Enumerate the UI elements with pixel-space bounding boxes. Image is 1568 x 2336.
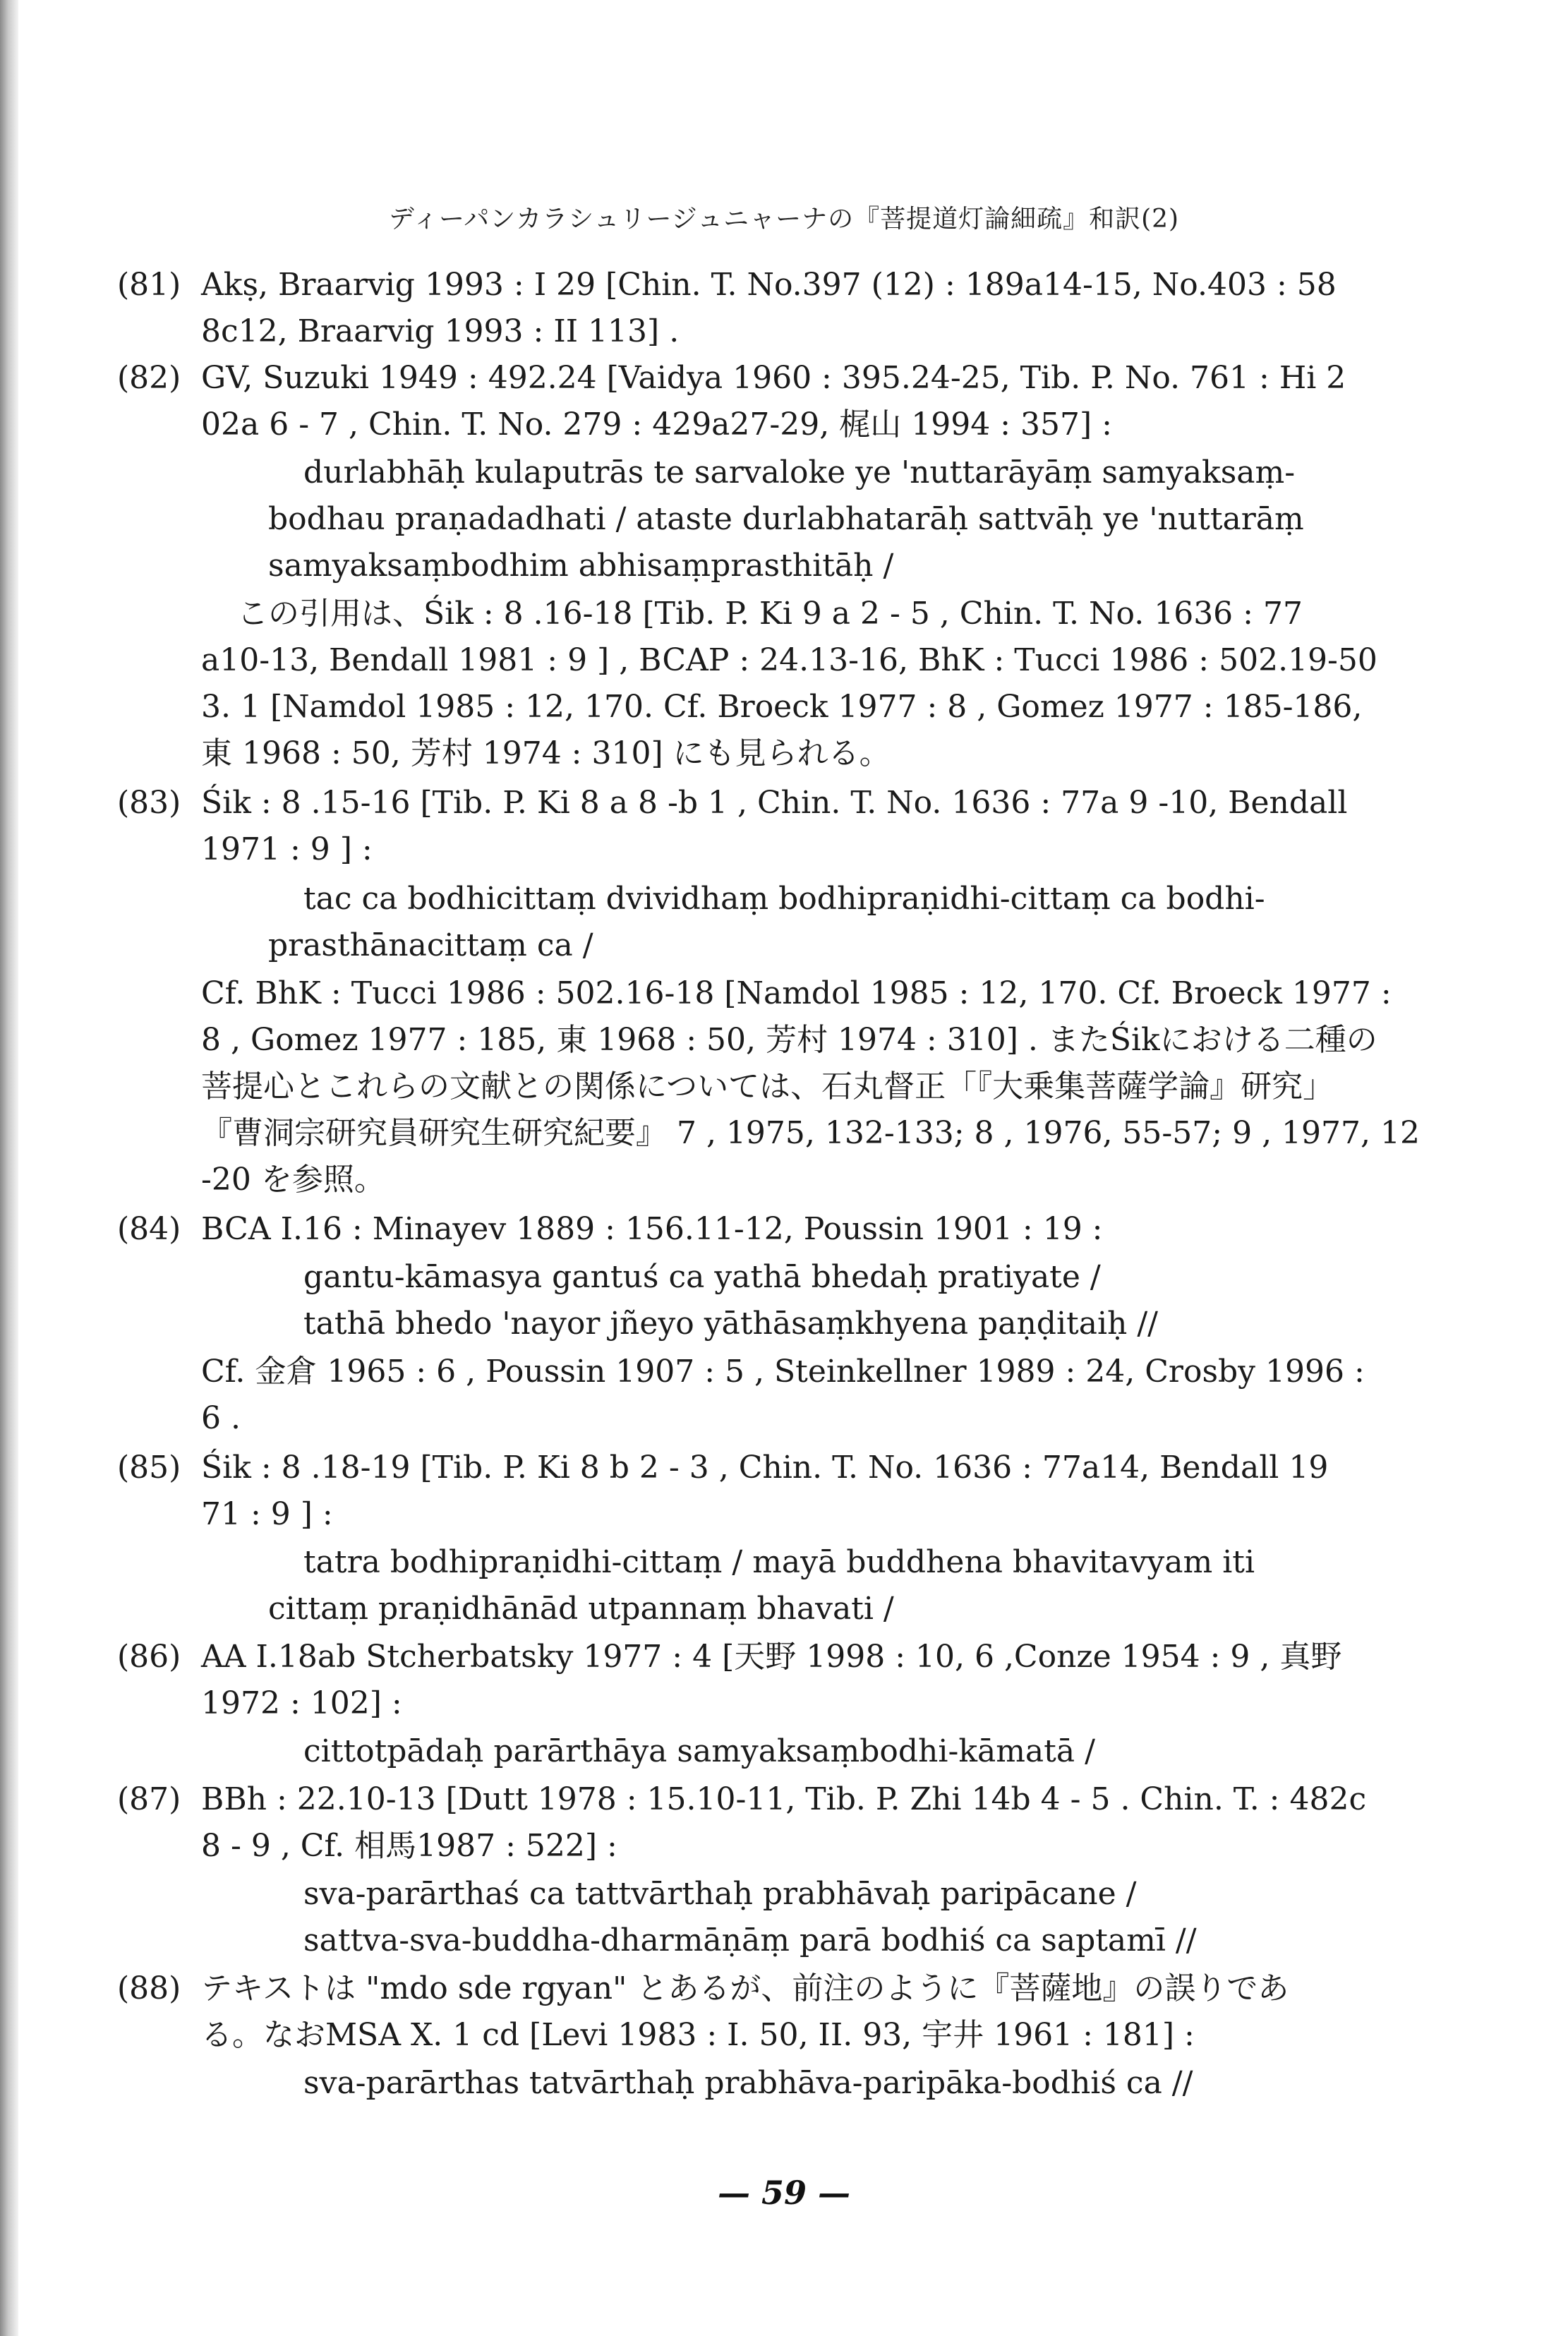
note-line: BCA I.16 : Minayev 1889 : 156.11-12, Poussin 1901 : 19 :: [201, 1211, 1103, 1247]
note-number: (83): [117, 785, 181, 821]
sanskrit-verse-line: tatra bodhipraṇidhi-cittaṃ / mayā buddhena bhavitavyam iti: [303, 1544, 1255, 1580]
sanskrit-verse-line: sattva-sva-buddha-dharmāṇāṃ parā bodhiś ca saptamī //: [303, 1922, 1197, 1958]
note-line: GV, Suzuki 1949 : 492.24 [Vaidya 1960 : 395.24-25, Tib. P. No. 761 : Hi 2: [201, 360, 1346, 396]
note-number: (87): [117, 1781, 181, 1817]
sanskrit-verse-line: samyaksaṃbodhim abhisaṃprasthitāḥ /: [268, 548, 894, 584]
sanskrit-verse-line: cittotpādaḥ parārthāya samyaksaṃbodhi-kāmatā /: [303, 1733, 1095, 1769]
note-line: AA I.18ab Stcherbatsky 1977 : 4 [天野 1998 : 10, 6 ,Conze 1954 : 9 , 真野: [201, 1639, 1342, 1675]
note-comment-line: この引用は、Śik : 8 .16-18 [Tib. P. Ki 9 a 2 - 5 , Chin. T. No. 1636 : 77: [237, 596, 1303, 632]
sanskrit-verse-line: prasthānacittaṃ ca /: [268, 927, 593, 963]
note-comment-line: a10-13, Bendall 1981 : 9 ] , BCAP : 24.13-16, BhK : Tucci 1986 : 502.19-50: [201, 642, 1377, 678]
note-line: Śik : 8 .15-16 [Tib. P. Ki 8 a 8 -b 1 , Chin. T. No. 1636 : 77a 9 -10, Bendall: [201, 785, 1348, 821]
note-line: る。なおMSA X. 1 cd [Levi 1983 : I. 50, II. 93, 宇井 1961 : 181] :: [201, 2017, 1195, 2053]
binding-shadow: [0, 0, 18, 2336]
note-comment-line: 6 .: [201, 1400, 241, 1436]
note-comment-line: 菩提心とこれらの文献との関係については、石丸督正「『大乗集菩薩学論』研究」: [201, 1068, 1334, 1104]
sanskrit-verse-line: gantu-kāmasya gantuś ca yathā bhedaḥ pratiyate /: [303, 1259, 1101, 1295]
sanskrit-verse-line: bodhau praṇadadhati / ataste durlabhatarāḥ sattvāḥ ye 'nuttarāṃ: [268, 501, 1304, 537]
page-number: — 59 —: [717, 2174, 851, 2212]
sanskrit-verse-line: durlabhāḥ kulaputrās te sarvaloke ye 'nuttarāyāṃ samyaksaṃ-: [303, 454, 1296, 490]
note-comment-line: Cf. BhK : Tucci 1986 : 502.16-18 [Namdol 1985 : 12, 170. Cf. Broeck 1977 :: [201, 975, 1392, 1011]
note-comment-line: -20 を参照。: [201, 1162, 385, 1198]
sanskrit-verse-line: sva-parārthaś ca tattvārthaḥ prabhāvaḥ paripācane /: [303, 1876, 1137, 1912]
note-line: 8 - 9 , Cf. 相馬1987 : 522] :: [201, 1828, 617, 1864]
note-line: Akṣ, Braarvig 1993 : I 29 [Chin. T. No.397 (12) : 189a14-15, No.403 : 58: [201, 267, 1337, 303]
note-line: 8c12, Braarvig 1993 : II 113] .: [201, 313, 680, 349]
sanskrit-verse-line: cittaṃ praṇidhānād utpannaṃ bhavati /: [268, 1591, 894, 1627]
note-line: テキストは "mdo sde rgyan" とあるが、前注のように『菩薩地』の誤りであ: [201, 1970, 1289, 2006]
note-line: 1971 : 9 ] :: [201, 831, 373, 867]
note-number: (81): [117, 267, 181, 303]
note-comment-line: Cf. 金倉 1965 : 6 , Poussin 1907 : 5 , Steinkellner 1989 : 24, Crosby 1996 :: [201, 1354, 1365, 1390]
sanskrit-verse-line: tathā bhedo 'nayor jñeyo yāthāsaṃkhyena paṇḍitaiḥ //: [303, 1306, 1158, 1342]
running-header: ディーパンカラシュリージュニャーナの『菩提道灯論細疏』和訳(2): [388, 205, 1180, 234]
note-comment-line: 東 1968 : 50, 芳村 1974 : 310] にも見られる。: [201, 735, 891, 771]
note-line: BBh : 22.10-13 [Dutt 1978 : 15.10-11, Tib. P. Zhi 14b 4 - 5 . Chin. T. : 482c: [201, 1781, 1367, 1817]
note-line: 1972 : 102] :: [201, 1685, 402, 1721]
note-comment-line: 3. 1 [Namdol 1985 : 12, 170. Cf. Broeck 1977 : 8 , Gomez 1977 : 185-186,: [201, 689, 1363, 725]
note-number: (84): [117, 1211, 181, 1247]
sanskrit-verse-line: tac ca bodhicittaṃ dvividhaṃ bodhipraṇidhi-cittaṃ ca bodhi-: [303, 881, 1265, 917]
note-number: (88): [117, 1970, 181, 2006]
sanskrit-verse-line: sva-parārthas tatvārthaḥ prabhāva-paripāka-bodhiś ca //: [303, 2065, 1193, 2101]
note-line: 02a 6 - 7 , Chin. T. No. 279 : 429a27-29, 梶山 1994 : 357] :: [201, 407, 1112, 442]
note-number: (86): [117, 1639, 181, 1675]
note-line: Śik : 8 .18-19 [Tib. P. Ki 8 b 2 - 3 , Chin. T. No. 1636 : 77a14, Bendall 19: [201, 1450, 1329, 1486]
note-number: (85): [117, 1450, 181, 1486]
note-number: (82): [117, 360, 181, 396]
note-comment-line: 『曹洞宗研究員研究生研究紀要』 7 , 1975, 132-133; 8 , 1976, 55-57; 9 , 1977, 12: [201, 1115, 1420, 1151]
note-comment-line: 8 , Gomez 1977 : 185, 東 1968 : 50, 芳村 1974 : 310] . またŚikにおける二種の: [201, 1022, 1377, 1058]
note-line: 71 : 9 ] :: [201, 1496, 333, 1532]
